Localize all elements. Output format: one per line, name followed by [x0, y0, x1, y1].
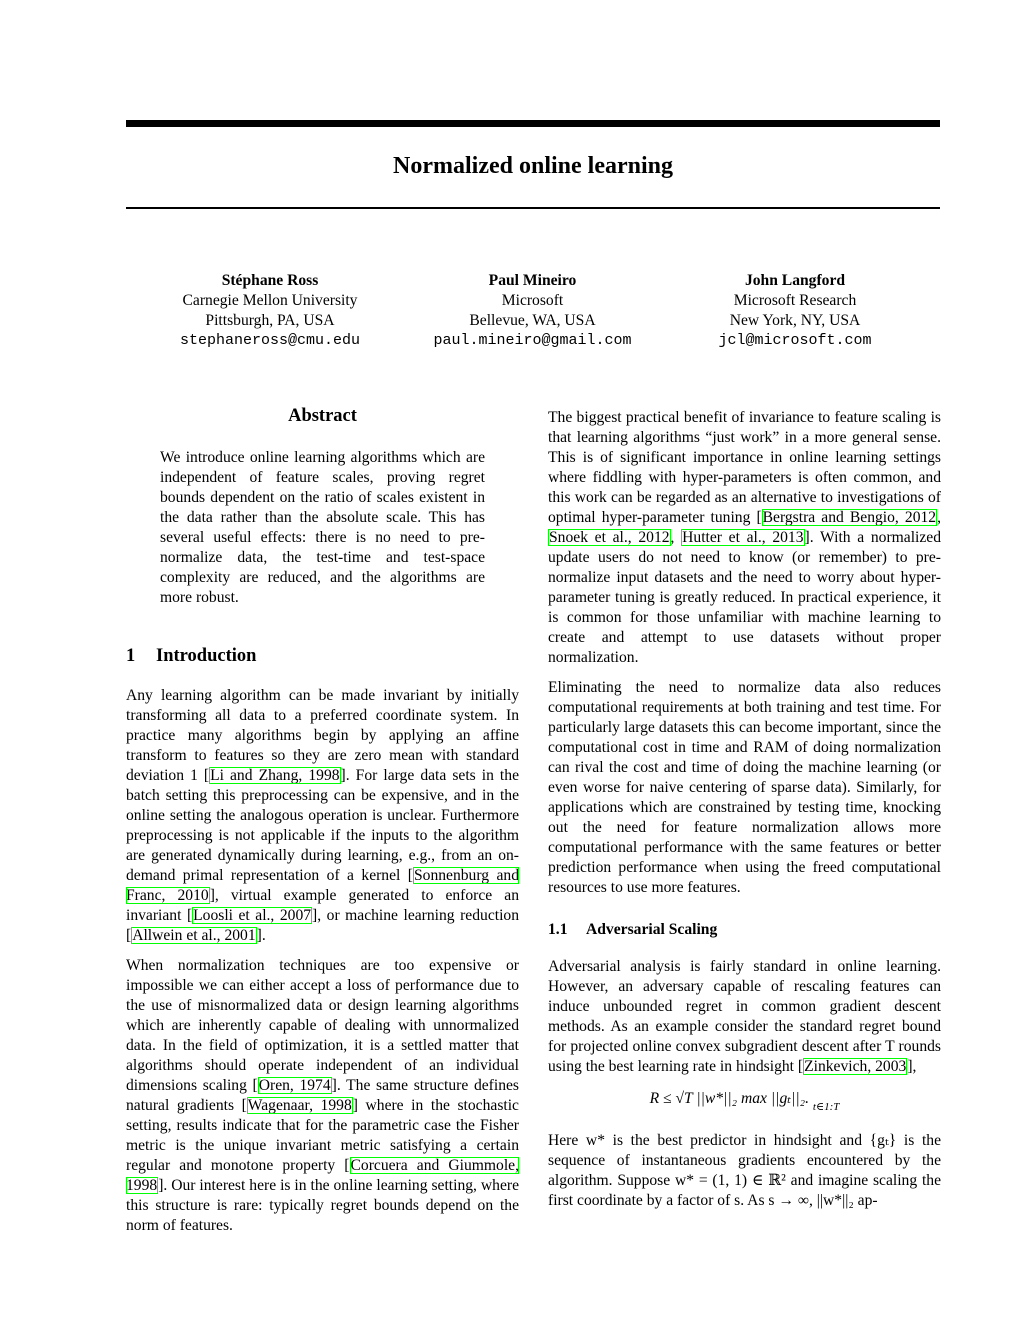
citation-link[interactable]: Loosli et al., 2007 [193, 907, 312, 924]
subsection-heading-adversarial-scaling [548, 920, 941, 940]
author-email: stephaneross@cmu.edu [179, 332, 361, 349]
body-text: ]. Our interest here is in the online learning setting, where this structure is rare: typically regret bounds depend on the norm of features. [126, 1177, 519, 1234]
author-affiliation: Microsoft [501, 292, 564, 309]
adversarial-paragraph-2: Here w* is the best predictor in hindsight and {gₜ} is the sequence of instantaneous gradients encountered by the algorithm. Suppose w* = (1, 1) ∈ ℝ² and imagine scaling the first coordinate by a factor of s. As s → ∞, ||w*||₂ ap- [548, 1132, 941, 1209]
abstract-body: We introduce online learning algorithms which are independent of feature scales, proving regret bounds dependent on the ratio of scales existent in the data rather than the absolute scale. This has several useful effects: there is no need to pre-normalize data, the test-time and test-space complexity are reduced, and the algorithms are more robust. [160, 449, 485, 606]
citation-link[interactable]: Hutter et al., 2013 [682, 529, 804, 546]
title-rule-bottom [126, 207, 940, 209]
citation-link[interactable]: Wagenaar, 1998 [247, 1097, 352, 1114]
section-number: 1 [126, 646, 136, 666]
author-name: Paul Mineiro [488, 272, 577, 289]
author-affiliation: Microsoft Research [733, 292, 857, 309]
author-affiliation: Carnegie Mellon University [182, 292, 358, 309]
right-column [548, 408, 941, 1211]
citation-link[interactable]: Bergstra and Bengio, 2012 [762, 509, 937, 526]
citation-link[interactable]: Oren, 1974 [258, 1077, 331, 1094]
author-name: John Langford [744, 272, 846, 289]
paper-title: Normalized online learning [393, 153, 673, 179]
author-location: Pittsburgh, PA, USA [205, 312, 335, 329]
body-text: , [937, 509, 941, 526]
left-column [126, 404, 519, 1236]
body-text: When normalization techniques are too expensive or impossible we can either accept a loss of performance due to the use of misnormalized data or design learning algorithms which are inherently capable of dealing with unnormalized data. In the field of optimization, it is a settled matter that algorithms should operate independent of an individual dimensions scaling [ [126, 957, 519, 1094]
author-email: paul.mineiro@gmail.com [433, 332, 632, 349]
motivation-paragraph-2: Eliminating the need to normalize data also reduces computational requirements at both training and test time. For particularly large datasets this can become important, since the computational cost in time and RAM of doing normalization can rival the cost and time of doing the machine learning (or even worse for naive centering of sparse data). Similarly, for applications which are constrained by testing time, knocking out the need for feature normalization allows more computational performance with the same features or better prediction performance when using the freed computational resources to use more features. [548, 679, 941, 896]
body-text: ] where in the stochastic setting, results indicate that for the parametric case the Fisher metric is the unique invariant metric satisfying a certain regular and monotone property [ [126, 1097, 519, 1174]
body-text: The biggest practical benefit of invariance to feature scaling is that learning algorithms “just work” in a more general sense. This is of significant importance in online learning settings where fiddling with hyper-parameters is often common, and this work can be regarded as an alternative to investigations of optimal hyper-parameter tuning [ [548, 409, 941, 526]
section-heading-introduction [126, 644, 519, 668]
author-block [400, 271, 665, 351]
author-block [150, 271, 390, 351]
body-text: Adversarial analysis is fairly standard in online learning. However, an adversary capable of rescaling features can induce unbounded regret in common gradient descent methods. As an example consider the standard regret bound for projected online convex subgradient descent after T rounds using the best learning rate in hindsight [ [548, 958, 941, 1075]
citation-link[interactable]: Allwein et al., 2001 [132, 927, 256, 944]
body-text: ], or machine learning reduction [ [126, 907, 519, 944]
body-text: ]. The same structure defines natural gradients [ [126, 1077, 519, 1114]
citation-link[interactable]: Sonnenburg and Franc, 2010 [126, 867, 519, 904]
title-rule-top [126, 120, 940, 127]
intro-paragraph-2 [126, 956, 519, 1236]
citation-link[interactable]: Zinkevich, 2003 [804, 1058, 907, 1075]
body-text: ]. [256, 927, 266, 944]
adversarial-paragraph-1 [548, 957, 941, 1077]
equation-main: R ≤ √T ||w*||₂ max ||gₜ||₂. [649, 1090, 809, 1107]
abstract-heading: Abstract [288, 406, 357, 426]
author-block [680, 271, 910, 351]
body-text: ], virtual example generated to enforce an invariant [ [126, 887, 519, 924]
author-email: jcl@microsoft.com [718, 332, 872, 349]
subsection-title: Adversarial Scaling [586, 921, 718, 938]
citation-link[interactable]: Snoek et al., 2012 [549, 529, 670, 546]
subsection-number: 1.1 [548, 921, 568, 938]
body-text: Any learning algorithm can be made invariant by initially transforming all data to a preferred coordinate system. In practice many algorithms begin by applying an affine transform to features so they are zero mean with standard deviation 1 [ [126, 687, 519, 784]
equation-subscript: t∈1:T [812, 1101, 840, 1113]
citation-link[interactable]: Corcuera and Giummole, 1998 [126, 1157, 519, 1194]
author-location: New York, NY, USA [729, 312, 861, 329]
body-text: ]. With a normalized update users do not need to know (or remember) to pre-normalize input datasets and the need to worry about hyper-parameter tuning is greatly reduced. In practical experience, it is common for those unfamiliar with machine learning to create and attempt to use datasets without proper normalization. [548, 529, 942, 666]
citation-link[interactable]: Li and Zhang, 1998 [210, 767, 340, 784]
body-text: ]. For large data sets in the batch setting this preprocessing can be expensive, and in the online setting the analogous operation is unclear. Furthermore preprocessing is not applicable if the inputs to the algorithm are generated dynamically during learning, e.g., from an on-demand primal representation of a kernel [ [126, 767, 519, 884]
section-title: Introduction [156, 646, 257, 666]
body-text: ], [907, 1058, 917, 1075]
author-name: Stéphane Ross [221, 272, 319, 289]
motivation-paragraph-1 [548, 408, 941, 668]
intro-paragraph-1 [126, 686, 519, 946]
regret-bound-equation [548, 1089, 941, 1117]
author-location: Bellevue, WA, USA [469, 312, 596, 329]
body-text: , [670, 529, 682, 546]
